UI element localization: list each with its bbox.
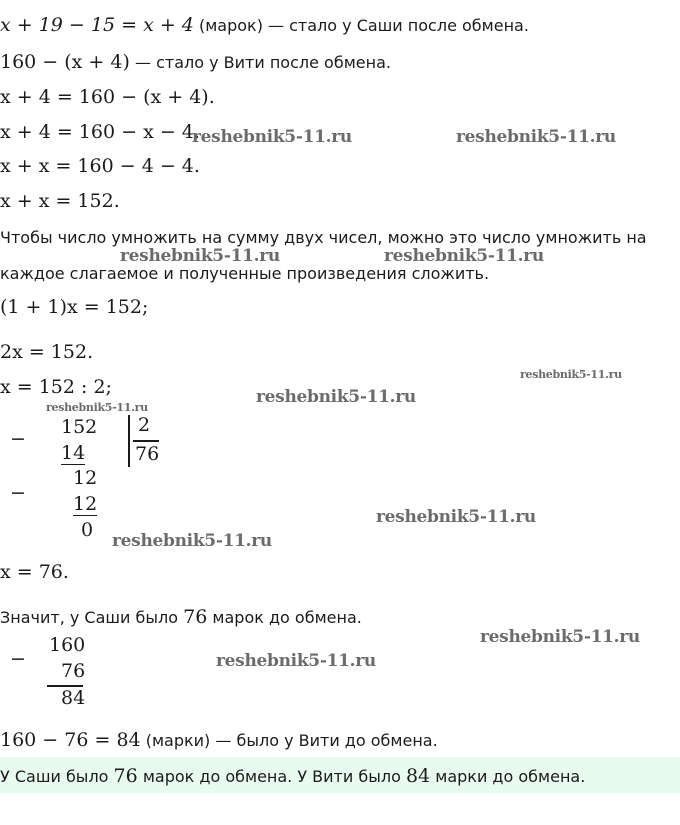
line-2 bbox=[0, 53, 391, 72]
equation-10: x = 76. bbox=[0, 561, 69, 583]
watermark: reshebnik5-11.ru bbox=[384, 246, 544, 266]
note-11: (марки) — было у Вити до обмена. bbox=[145, 731, 438, 750]
answer-number-2: 84 bbox=[405, 765, 431, 787]
subtraction-minuend: 160 bbox=[49, 634, 86, 656]
watermark: reshebnik5-11.ru bbox=[112, 531, 272, 551]
equation-6: x + x = 152. bbox=[0, 190, 120, 212]
equation-9: x = 152 : 2; bbox=[0, 376, 112, 398]
division-step-1: 14 bbox=[61, 442, 86, 464]
division-remainder-final: 0 bbox=[81, 519, 94, 541]
note-2: — стало у Вити после обмена. bbox=[135, 53, 391, 72]
subtraction-minus: − bbox=[10, 648, 26, 670]
equation-8: 2x = 152. bbox=[0, 341, 94, 363]
watermark: reshebnik5-11.ru bbox=[256, 387, 416, 407]
conclusion-post: марок до обмена. bbox=[212, 608, 362, 627]
division-step-2: 12 bbox=[73, 493, 98, 515]
watermark: reshebnik5-11.ru bbox=[192, 127, 352, 147]
subtraction-subtrahend: 76 bbox=[61, 660, 86, 682]
conclusion-pre: Значит, у Саши было bbox=[0, 608, 179, 627]
division-remainder-1: 12 bbox=[73, 467, 98, 489]
answer-part-1: У Саши было bbox=[0, 767, 109, 786]
division-divisor: 2 bbox=[138, 414, 151, 436]
subtraction-result: 84 bbox=[61, 687, 86, 709]
equation-2: 160 − (x + 4) bbox=[0, 51, 130, 73]
equation-4: x + 4 = 160 − x − 4. bbox=[0, 121, 200, 143]
equation-5: x + x = 160 − 4 − 4. bbox=[0, 155, 200, 177]
equation-1: x + 19 − 15 = x + 4 bbox=[0, 14, 194, 36]
rule-line-2: каждое слагаемое и полученные произведения сложить. bbox=[0, 264, 490, 283]
conclusion-line bbox=[0, 608, 362, 627]
division-quotient: 76 bbox=[135, 443, 160, 465]
equation-3: x + 4 = 160 − (x + 4). bbox=[0, 86, 215, 108]
watermark: reshebnik5-11.ru bbox=[480, 627, 640, 647]
division-vertical-bar bbox=[128, 415, 130, 467]
rule-line-1: Чтобы число умножить на сумму двух чисел, можно это число умножить на bbox=[0, 228, 647, 247]
answer-box bbox=[0, 757, 680, 793]
answer-text bbox=[0, 767, 585, 786]
watermark: reshebnik5-11.ru bbox=[46, 401, 148, 414]
watermark: reshebnik5-11.ru bbox=[216, 651, 376, 671]
watermark: reshebnik5-11.ru bbox=[520, 368, 622, 381]
division-minus-2: − bbox=[10, 482, 26, 504]
division-horizontal-bar bbox=[133, 440, 159, 442]
line-1 bbox=[0, 16, 529, 35]
watermark: reshebnik5-11.ru bbox=[120, 246, 280, 266]
watermark: reshebnik5-11.ru bbox=[456, 127, 616, 147]
watermark: reshebnik5-11.ru bbox=[376, 507, 536, 527]
equation-11: 160 − 76 = 84 bbox=[0, 729, 141, 751]
note-1: (марок) — стало у Саши после обмена. bbox=[198, 16, 529, 35]
line-11 bbox=[0, 731, 438, 750]
conclusion-number: 76 bbox=[183, 606, 208, 628]
division-minus-1: − bbox=[10, 428, 26, 450]
division-dividend: 152 bbox=[61, 416, 98, 438]
answer-number-1: 76 bbox=[113, 765, 138, 787]
equation-7: (1 + 1)x = 152; bbox=[0, 296, 149, 318]
answer-part-3: марки до обмена. bbox=[435, 767, 586, 786]
answer-part-2: марок до обмена. У Вити было bbox=[142, 767, 401, 786]
